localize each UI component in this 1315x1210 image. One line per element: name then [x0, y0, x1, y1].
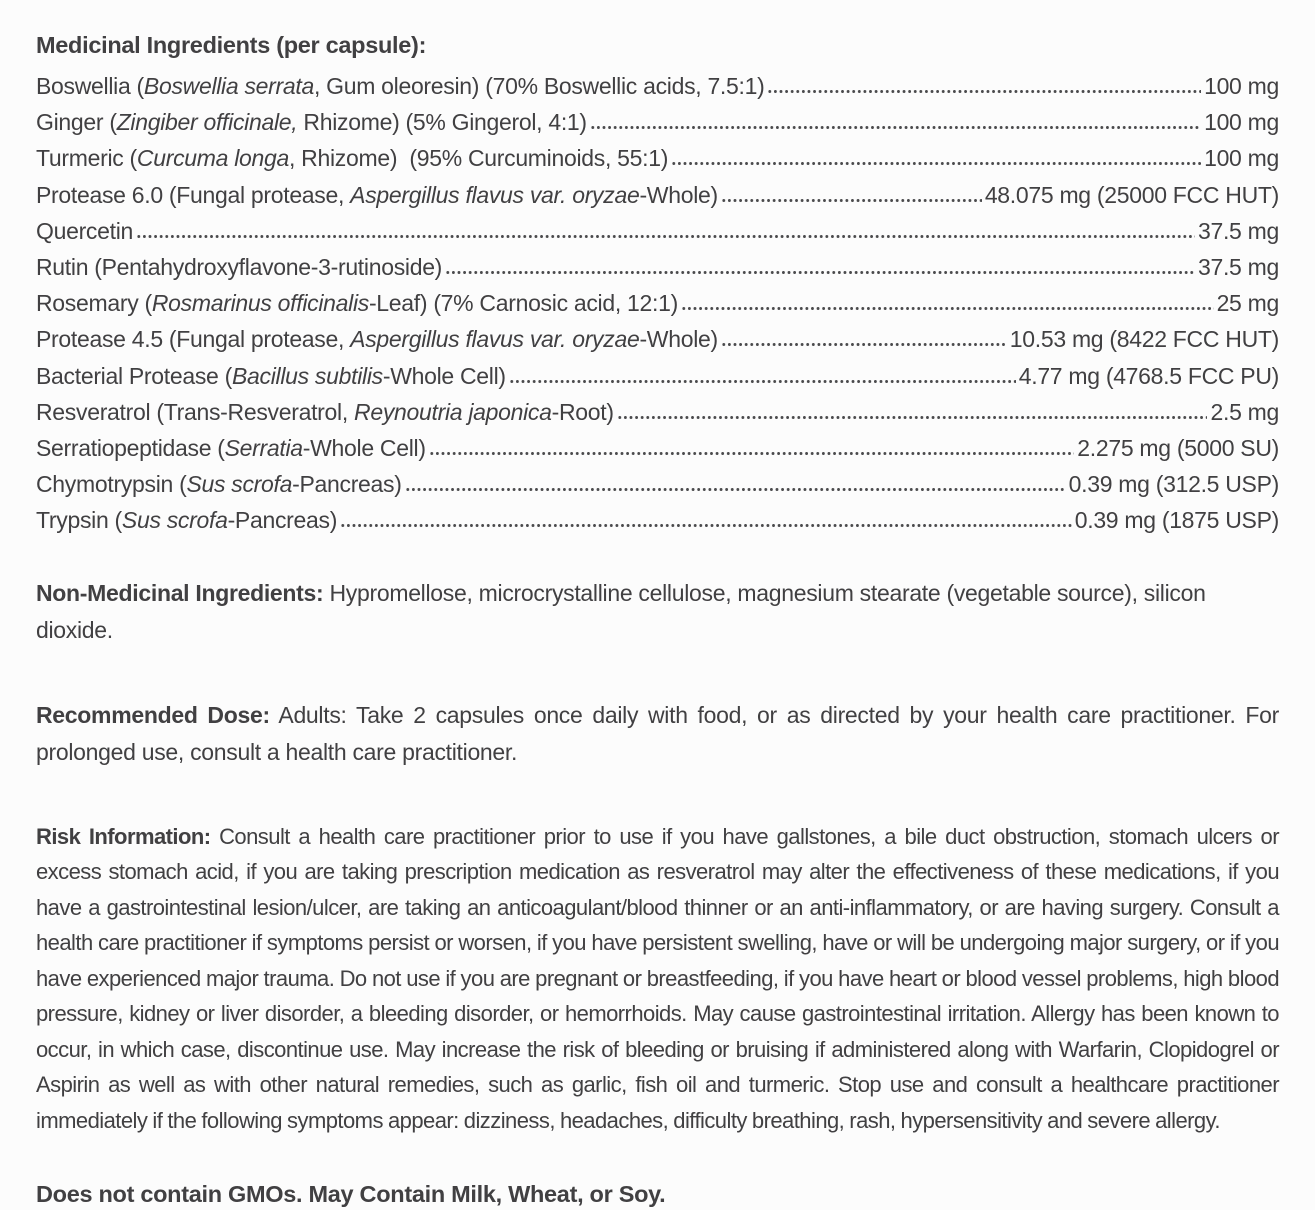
- ingredient-name: Trypsin (Sus scrofa-Pancreas): [36, 507, 338, 534]
- recommended-dose-paragraph: [36, 697, 1279, 771]
- dot-leader: [429, 451, 1075, 456]
- ingredient-amount: 0.39 mg (312.5 USP): [1068, 471, 1279, 498]
- dot-leader: [509, 379, 1016, 384]
- ingredient-row: [36, 358, 1279, 394]
- ingredient-amount: 2.5 mg: [1210, 398, 1279, 425]
- ingredient-row: [36, 285, 1279, 321]
- dot-leader: [590, 125, 1201, 130]
- dot-leader: [721, 342, 1007, 347]
- ingredient-name: Protease 4.5 (Fungal protease, Aspergillus flavus var. oryzae-Whole): [36, 326, 718, 353]
- ingredient-name: Rosemary (Rosmarinus officinalis-Leaf) (7% Carnosic acid, 12:1): [36, 290, 678, 317]
- ingredient-name: Bacterial Protease (Bacillus subtilis-Whole Cell): [36, 362, 506, 389]
- ingredient-amount: 37.5 mg: [1197, 217, 1279, 244]
- risk-information-paragraph: [36, 819, 1279, 1139]
- ingredient-row: [36, 104, 1279, 140]
- ingredient-row: [36, 321, 1279, 357]
- allergen-gmo-statement: Does not contain GMOs. May Contain Milk, Wheat, or Soy.: [36, 1181, 666, 1208]
- ingredient-amount: 37.5 mg: [1197, 254, 1279, 281]
- dot-leader: [136, 234, 1195, 239]
- dot-leader: [721, 198, 982, 203]
- dot-leader: [767, 89, 1201, 94]
- ingredient-row: [36, 466, 1279, 502]
- dot-leader: [681, 306, 1214, 311]
- non-medicinal-text: Hypromellose, microcrystalline cellulose, magnesium stearate (vegetable source), silicon dioxide.: [36, 579, 1206, 643]
- ingredient-name: Boswellia (Boswellia serrata, Gum oleoresin) (70% Boswellic acids, 7.5:1): [36, 73, 765, 99]
- risk-information-label: Risk Information:: [36, 823, 211, 849]
- ingredient-amount: 100 mg: [1204, 145, 1279, 172]
- medicinal-ingredients-heading: Medicinal Ingredients (per capsule):: [36, 32, 427, 58]
- ingredient-name: Turmeric (Curcuma longa, Rhizome) (95% Curcuminoids, 55:1): [36, 145, 669, 172]
- ingredient-row: [36, 140, 1279, 176]
- recommended-dose-text: Adults: Take 2 capsules once daily with food, or as directed by your health care practitioner. For prolonged use, consult a health care practitioner.: [36, 701, 1279, 765]
- ingredient-amount: 48.075 mg (25000 FCC HUT): [984, 181, 1279, 208]
- ingredient-amount: 100 mg: [1204, 73, 1279, 99]
- ingredient-amount: 0.39 mg (1875 USP): [1074, 507, 1279, 534]
- ingredient-row: [36, 430, 1279, 466]
- ingredient-name: Serratiopeptidase (Serratia-Whole Cell): [36, 435, 426, 462]
- ingredient-amount: 4.77 mg (4768.5 FCC PU): [1018, 362, 1279, 389]
- ingredient-amount: 100 mg: [1204, 109, 1279, 136]
- dot-leader: [405, 487, 1066, 492]
- ingredient-row: [36, 394, 1279, 430]
- ingredient-row: [36, 177, 1279, 213]
- ingredient-name: Chymotrypsin (Sus scrofa-Pancreas): [36, 471, 402, 498]
- ingredient-name: Protease 6.0 (Fungal protease, Aspergillus flavus var. oryzae-Whole): [36, 181, 718, 208]
- ingredient-name: Ginger (Zingiber officinale, Rhizome) (5% Gingerol, 4:1): [36, 109, 587, 136]
- non-medicinal-label: Non-Medicinal Ingredients:: [36, 579, 324, 606]
- ingredient-row: [36, 68, 1279, 104]
- ingredient-row: [36, 502, 1279, 538]
- medicinal-ingredients-list: [36, 68, 1279, 539]
- ingredient-amount: 10.53 mg (8422 FCC HUT): [1009, 326, 1279, 353]
- dot-leader: [671, 161, 1201, 166]
- non-medicinal-paragraph: [36, 575, 1279, 649]
- ingredient-row: [36, 249, 1279, 285]
- ingredient-name: Quercetin: [36, 217, 134, 244]
- ingredient-row: [36, 213, 1279, 249]
- risk-information-text: Consult a health care practitioner prior to use if you have gallstones, a bile duct obstruction, stomach ulcers or excess stomach acid, if you are taking prescription medication as resveratrol may alter the effectiveness of these medications, if you have a gastrointestinal lesion/ulcer, are taking an anticoagulant/blood thinner or an anti-inflammatory, or are having surgery. Consult a health care practitioner if symptoms persist or worsen, if you have persistent swelling, have or will be undergoing major surgery, or if you have experienced major trauma. Do not use if you are pregnant or breastfeeding, if you have heart or blood vessel problems, high blood pressure, kidney or liver disorder, a bleeding disorder, or hemorrhoids. May cause gastrointestinal irritation. Allergy has been known to occur, in which case, discontinue use. May increase the risk of bleeding or bruising if administered along with Warfarin, Clopidogrel or Aspirin as well as with other natural remedies, such as garlic, fish oil and turmeric. Stop use and consult a healthcare practitioner immediately if the following symptoms appear: dizziness, headaches, difficulty breathing, rash, hypersensitivity and severe allergy.: [36, 823, 1279, 1133]
- ingredient-name: Resveratrol (Trans-Resveratrol, Reynoutria japonica-Root): [36, 398, 614, 425]
- dot-leader: [617, 415, 1208, 420]
- ingredient-amount: 25 mg: [1216, 290, 1279, 317]
- ingredient-amount: 2.275 mg (5000 SU): [1077, 435, 1279, 462]
- ingredient-name: Rutin (Pentahydroxyflavone-3-rutinoside): [36, 254, 443, 281]
- dot-leader: [340, 523, 1072, 528]
- dot-leader: [445, 270, 1195, 275]
- recommended-dose-label: Recommended Dose:: [36, 701, 270, 728]
